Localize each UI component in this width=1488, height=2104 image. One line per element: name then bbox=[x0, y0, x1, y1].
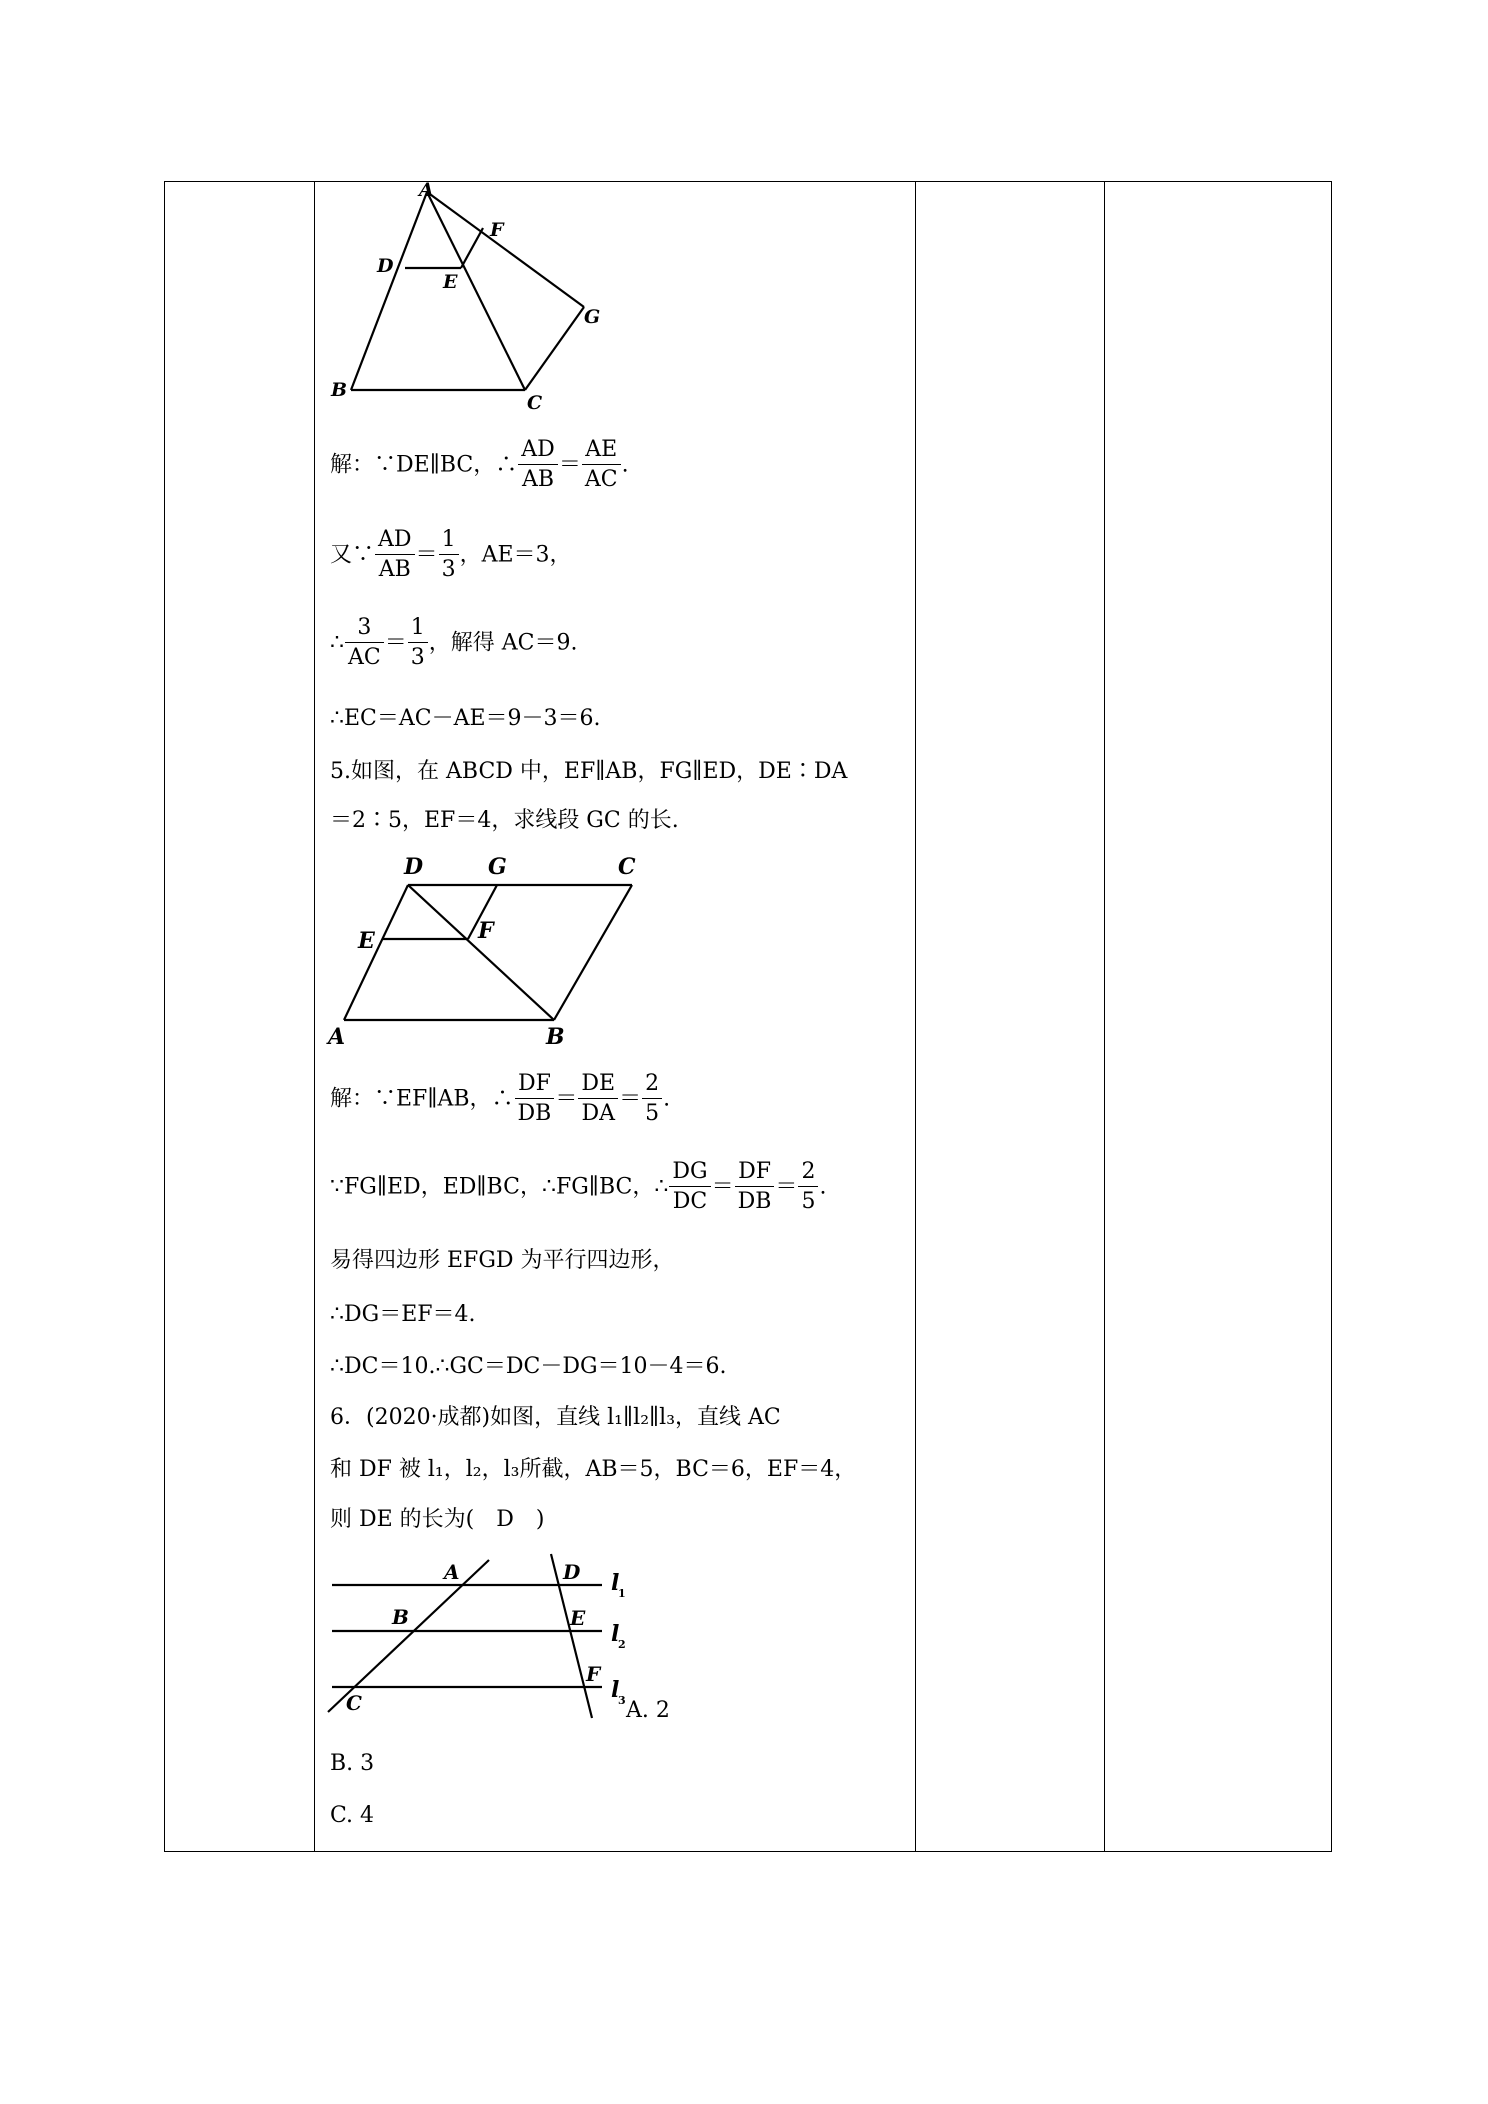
fraction bbox=[578, 1070, 618, 1129]
q6-line-3: 则 DE 的长为( D ) bbox=[330, 1507, 545, 1532]
fig2-label-e: E bbox=[358, 928, 375, 954]
fraction bbox=[735, 1158, 775, 1217]
text-span: 解：∵DE∥BC，∴ bbox=[330, 452, 518, 478]
fig1-label-g: G bbox=[584, 306, 601, 328]
p5-line-5: ∴DC＝10.∴GC＝DC－DG＝10－4＝6. bbox=[330, 1354, 727, 1379]
p5-line-4: ∴DG＝EF＝4. bbox=[330, 1302, 476, 1327]
p4-line-4: ∴EC＝AC－AE＝9－3＝6. bbox=[330, 706, 601, 731]
option-a: A. 2 bbox=[626, 1698, 670, 1723]
fig3-label-e: E bbox=[570, 1606, 586, 1630]
numerator: DG bbox=[669, 1158, 710, 1187]
denominator: 3 bbox=[410, 645, 425, 670]
q5-line-1: 5.如图，在 ABCD 中，EF∥AB，FG∥ED，DE∶DA bbox=[330, 759, 848, 784]
option-b: B. 3 bbox=[330, 1751, 375, 1776]
p5-line-1 bbox=[330, 1070, 670, 1129]
fig3-label-l1-sub: 1 bbox=[618, 1587, 626, 1600]
equals-sign: ＝ bbox=[775, 1174, 798, 1200]
fraction bbox=[439, 526, 459, 585]
fraction bbox=[375, 526, 415, 585]
denominator: DB bbox=[517, 1101, 552, 1126]
fig1-label-b: B bbox=[331, 379, 348, 401]
numerator: 1 bbox=[408, 614, 428, 643]
text-span: ，解得 AC＝9. bbox=[428, 630, 578, 656]
p5-line-3: 易得四边形 EFGD 为平行四边形， bbox=[330, 1248, 675, 1273]
fig1-label-f: F bbox=[490, 219, 504, 241]
text-span: . bbox=[819, 1174, 827, 1200]
equals-sign: ＝ bbox=[415, 542, 438, 568]
fig1-label-d: D bbox=[377, 255, 394, 277]
text-span: 解：∵EF∥AB，∴ bbox=[330, 1086, 514, 1112]
denominator: AC bbox=[348, 645, 381, 670]
denominator: DC bbox=[672, 1189, 708, 1214]
numerator: AD bbox=[375, 526, 415, 555]
fig3-label-b: B bbox=[392, 1605, 409, 1629]
fig2-label-b: B bbox=[546, 1024, 565, 1048]
fig3-label-c: C bbox=[346, 1691, 362, 1715]
fig2-label-f: F bbox=[478, 918, 494, 944]
denominator: DB bbox=[737, 1189, 772, 1214]
option-c: C. 4 bbox=[330, 1803, 375, 1828]
fig3-label-l3: l bbox=[611, 1677, 620, 1703]
fig2-label-a: A bbox=[328, 1024, 346, 1048]
numerator: 2 bbox=[642, 1070, 662, 1099]
numerator: 2 bbox=[798, 1158, 818, 1187]
equals-sign: ＝ bbox=[711, 1174, 734, 1200]
fig2-label-d: D bbox=[404, 854, 424, 880]
fig3-label-d: D bbox=[563, 1560, 581, 1584]
equals-sign: ＝ bbox=[619, 1086, 642, 1112]
text-span: ∴ bbox=[330, 630, 344, 656]
text-span: . bbox=[663, 1086, 671, 1112]
q6-line-2: 和 DF 被 l₁，l₂，l₃所截，AB＝5，BC＝6，EF＝4， bbox=[330, 1457, 857, 1482]
fig3-label-l2-sub: 2 bbox=[618, 1638, 626, 1651]
text-span: ∵FG∥ED，ED∥BC，∴FG∥BC，∴ bbox=[330, 1174, 669, 1200]
equals-sign: ＝ bbox=[558, 452, 581, 478]
p4-line-2 bbox=[330, 526, 572, 585]
text-span: . bbox=[621, 452, 629, 478]
fig3-label-l2: l bbox=[611, 1621, 620, 1647]
fraction bbox=[345, 614, 384, 673]
fraction bbox=[408, 614, 428, 673]
denominator: 5 bbox=[645, 1101, 660, 1126]
fig3-label-a: A bbox=[444, 1560, 460, 1584]
numerator: 3 bbox=[345, 614, 384, 643]
q5-line-2: ＝2∶5，EF＝4，求线段 GC 的长. bbox=[330, 808, 679, 833]
fraction bbox=[642, 1070, 662, 1129]
numerator: DF bbox=[735, 1158, 775, 1187]
equals-sign: ＝ bbox=[384, 630, 407, 656]
numerator: AD bbox=[518, 436, 558, 465]
figure-parallel-lines bbox=[320, 1545, 650, 1725]
numerator: DF bbox=[515, 1070, 555, 1099]
fig1-label-a: A bbox=[419, 180, 434, 201]
q6-line-1: 6．(2020·成都)如图，直线 l₁∥l₂∥l₃，直线 AC bbox=[330, 1405, 781, 1430]
denominator: 5 bbox=[801, 1189, 816, 1214]
numerator: 1 bbox=[439, 526, 459, 555]
numerator: DE bbox=[578, 1070, 618, 1099]
denominator: AB bbox=[378, 557, 411, 582]
figure-parallelogram-abcd bbox=[320, 848, 660, 1048]
fraction bbox=[669, 1158, 710, 1217]
fraction bbox=[515, 1070, 555, 1129]
numerator: AE bbox=[582, 436, 621, 465]
fraction bbox=[518, 436, 558, 495]
text-span: ，AE＝3， bbox=[459, 542, 572, 568]
fig1-label-c: C bbox=[527, 392, 543, 414]
fraction bbox=[798, 1158, 818, 1217]
p4-line-3 bbox=[330, 614, 577, 673]
denominator: DA bbox=[581, 1101, 615, 1126]
figure-triangle-abc-g bbox=[320, 180, 630, 420]
fig2-label-c: C bbox=[618, 854, 636, 880]
fig3-label-f: F bbox=[586, 1662, 601, 1686]
denominator: 3 bbox=[441, 557, 456, 582]
equals-sign: ＝ bbox=[555, 1086, 578, 1112]
fig3-label-l3-sub: 3 bbox=[618, 1694, 626, 1707]
p4-line-1 bbox=[330, 436, 629, 495]
fig3-label-l1: l bbox=[611, 1570, 620, 1596]
text-span: 又∵ bbox=[330, 542, 375, 568]
p5-line-2 bbox=[330, 1158, 826, 1217]
denominator: AB bbox=[522, 467, 555, 492]
fraction bbox=[582, 436, 621, 495]
fig2-label-g: G bbox=[488, 854, 507, 880]
fig1-label-e: E bbox=[443, 271, 458, 293]
denominator: AC bbox=[584, 467, 618, 492]
